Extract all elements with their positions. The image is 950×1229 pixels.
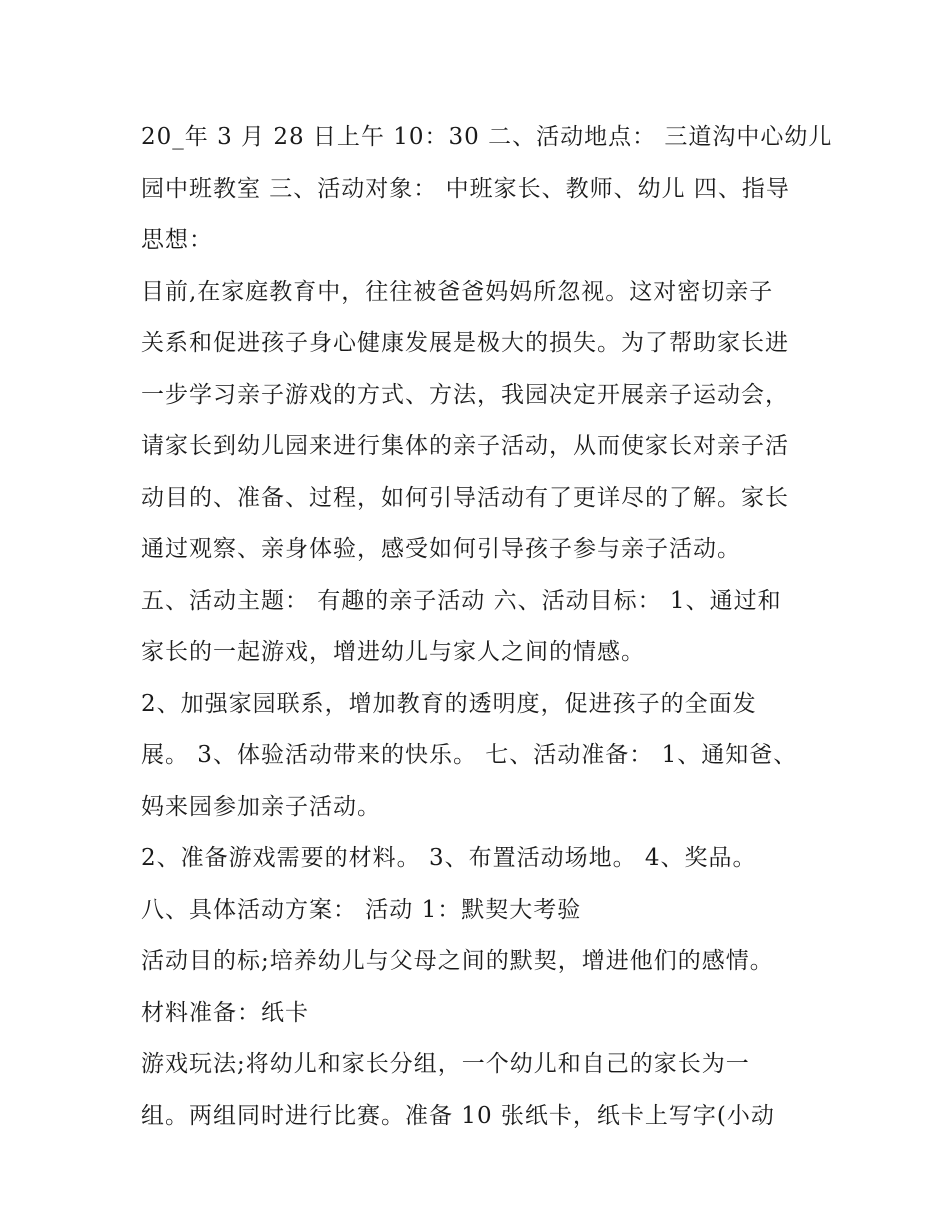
- text-line: 组。两组同时进行比赛。准备 10 张纸卡，纸卡上写字(小动: [141, 1102, 775, 1129]
- text-line: 目前,在家庭教育中，往往被爸爸妈妈所忽视。这对密切亲子: [141, 278, 774, 305]
- paragraph-theme-goals: [141, 576, 831, 679]
- paragraph-activity-time-place: [141, 112, 831, 267]
- paragraph-goals-preparation: [141, 679, 831, 834]
- text-line: 一步学习亲子游戏的方式、方法，我园决定开展亲子运动会，: [141, 381, 789, 408]
- text-line: 20_年 3 月 28 日上午 10：30 二、活动地点： 三道沟中心幼儿: [141, 124, 833, 150]
- document-body: [141, 112, 831, 1142]
- paragraph-guiding-thought: [141, 267, 831, 576]
- text-line: 展。 3、体验活动带来的快乐。 七、活动准备： 1、通知爸、: [141, 742, 798, 768]
- text-line: 2、准备游戏需要的材料。 3、布置活动场地。 4、奖品。: [141, 845, 757, 871]
- text-line: 活动目的标;培养幼儿与父母之间的默契，增进他们的感情。: [141, 948, 774, 974]
- text-line: 八、具体活动方案： 活动 1：默契大考验: [141, 896, 582, 923]
- text-line: 五、活动主题： 有趣的亲子活动 六、活动目标： 1、通过和: [141, 587, 782, 614]
- paragraph-materials-list: [141, 833, 831, 885]
- text-line: 材料准备：纸卡: [141, 999, 309, 1026]
- text-line: 通过观察、亲身体验，感受如何引导孩子参与亲子活动。: [141, 536, 741, 562]
- text-line: 2、加强家园联系，增加教育的透明度，促进孩子的全面发: [141, 690, 757, 717]
- text-line: 思想：: [141, 227, 213, 253]
- paragraph-game-rules: [141, 1039, 831, 1142]
- text-line: 请家长到幼儿园来进行集体的亲子活动，从而使家长对亲子活: [141, 433, 789, 459]
- text-line: 游戏玩法;将幼儿和家长分组，一个幼儿和自己的家长为一: [141, 1051, 750, 1077]
- paragraph-activity-plan: [141, 885, 831, 937]
- text-line: 妈来园参加亲子活动。: [141, 793, 381, 820]
- text-line: 动目的、准备、过程，如何引导活动有了更详尽的了解。家长: [141, 484, 789, 511]
- paragraph-activity-purpose: [141, 936, 831, 988]
- text-line: 关系和促进孩子身心健康发展是极大的损失。为了帮助家长进: [141, 330, 789, 356]
- text-line: 家长的一起游戏，增进幼儿与家人之间的情感。: [141, 639, 645, 665]
- text-line: 园中班教室 三、活动对象： 中班家长、教师、幼儿 四、指导: [141, 175, 790, 202]
- paragraph-material-preparation: [141, 988, 831, 1040]
